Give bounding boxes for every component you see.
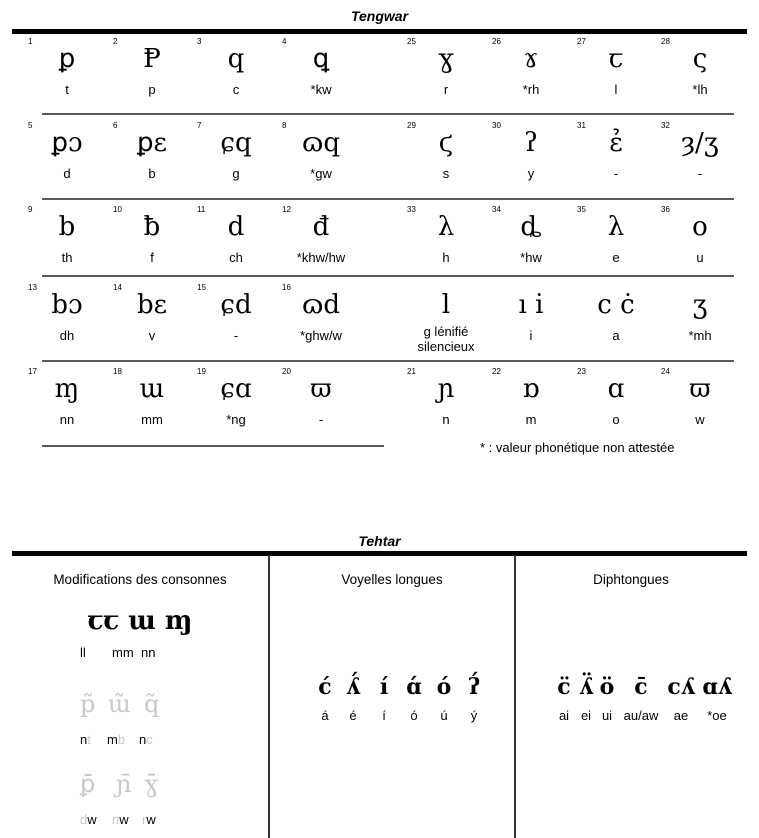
tengwa-glyph: ɕɑ: [220, 374, 252, 404]
tengwa-glyph: ȡ: [520, 212, 542, 242]
label-nn: nn: [141, 645, 156, 660]
long-vowel-label: é: [349, 708, 357, 723]
tengwa-glyph: o: [692, 212, 708, 242]
tengwar-title: Tengwar: [350, 8, 409, 24]
tengwa-glyph: ꝑ: [58, 44, 76, 74]
diphthong-label: ei: [580, 708, 592, 723]
tengwa-number: 9: [28, 205, 33, 214]
tengwa-cell: [489, 284, 573, 368]
long-vowel-glyph: ó: [436, 674, 452, 700]
label-dw-faint: d: [80, 812, 88, 827]
tengwa-number: 15: [197, 283, 206, 292]
diphthong-label: ai: [558, 708, 570, 723]
label-mb-strong: m: [107, 732, 118, 747]
label-mb: [107, 732, 125, 747]
tengwa-number: 35: [577, 205, 586, 214]
tengwa-number: 14: [113, 283, 122, 292]
footnote: * : valeur phonétique non attestée: [480, 440, 675, 455]
tengwa-glyph: ɤ: [523, 44, 539, 74]
label-rw-faint: r: [142, 812, 147, 827]
tengwa-value: d: [63, 166, 71, 181]
tengwa-value: c: [232, 82, 240, 97]
tengwa-glyph: ɑ: [607, 374, 625, 404]
diphthong-glyph: cʎ: [667, 674, 695, 700]
label-mb-faint: b: [117, 732, 126, 747]
label-nc-faint: c: [146, 732, 153, 747]
tengwa-glyph: ɛ̉: [609, 128, 623, 158]
diphthong-label: ui: [601, 708, 613, 723]
tengwa-value: f: [150, 250, 154, 265]
tengwa-number: 22: [492, 367, 501, 376]
glyph-nt: p̃: [80, 690, 96, 718]
tengwa-cell: [489, 206, 573, 290]
tengwa-value: *gw: [310, 166, 332, 181]
tengwa-cell: [279, 284, 363, 368]
column-divider: [514, 555, 516, 838]
tengwa-number: 25: [407, 37, 416, 46]
tengwa-cell: [489, 38, 573, 122]
tengwa-number: 3: [197, 37, 202, 46]
tengwa-cell: [574, 206, 658, 290]
tehtar-top-rule: [12, 551, 747, 556]
tengwa-glyph: ς: [692, 44, 708, 74]
tengwa-glyph: ꝗ: [312, 44, 330, 74]
tengwa-number: 16: [282, 283, 291, 292]
long-vowel-label: ú: [440, 708, 448, 723]
tengwa-cell: [110, 206, 194, 290]
tengwa-cell: [194, 368, 278, 452]
tengwa-value: *khw/hw: [296, 250, 346, 265]
tengwa-value: y: [527, 166, 535, 181]
tengwa-glyph: ɕd: [220, 290, 252, 320]
label-nc-strong: n: [139, 732, 147, 747]
row-divider: [42, 198, 734, 200]
tengwa-glyph: Ᵽ: [143, 44, 161, 74]
tengwa-cell: [110, 38, 194, 122]
tengwa-value: w: [695, 412, 705, 427]
glyph-nw: ɲ̄: [116, 770, 132, 798]
tengwa-cell: [25, 206, 109, 290]
label-nt-faint: t: [87, 732, 91, 747]
consonants-group1-glyphs: ꞇꞇ ɯ ɱ: [87, 606, 193, 636]
tengwa-cell: [279, 38, 363, 122]
long-vowels-heading: Voyelles longues: [341, 572, 443, 587]
tengwa-glyph: c ċ: [597, 290, 635, 320]
tengwa-value: e: [612, 250, 620, 265]
tengwa-glyph: ɯ: [139, 374, 165, 404]
tengwa-value: m: [525, 412, 537, 427]
label-ll: ll: [80, 645, 86, 660]
tengwa-cell: [404, 38, 488, 122]
tengwa-cell: [25, 368, 109, 452]
tengwa-value: nn: [59, 412, 75, 427]
tengwa-value: mm: [141, 412, 163, 427]
tehtar-title: Tehtar: [358, 533, 401, 549]
tengwa-number: 11: [197, 205, 206, 214]
tengwa-value: -: [318, 412, 324, 427]
tengwa-value: *kw: [310, 82, 332, 97]
tengwa-value: g: [232, 166, 240, 181]
tengwa-cell: [404, 368, 488, 452]
tengwa-number: 19: [197, 367, 206, 376]
tengwa-value: g lénifié silencieux: [417, 324, 475, 354]
tengwa-number: 7: [197, 121, 202, 130]
long-vowel-glyph: ʔ́: [467, 674, 481, 700]
label-nw: [112, 812, 129, 827]
tengwa-cell: [279, 368, 363, 452]
tengwa-glyph: ϖ: [689, 374, 711, 404]
tengwa-number: 1: [28, 37, 33, 46]
tengwa-number: 36: [661, 205, 670, 214]
tengwa-glyph: ʒ: [692, 290, 708, 320]
tengwa-glyph: d: [227, 212, 245, 242]
long-vowel-glyph: ɑ́: [406, 674, 422, 700]
tengwa-value: *ng: [226, 412, 246, 427]
tengwa-cell: [404, 122, 488, 206]
tengwa-value: o: [612, 412, 620, 427]
tengwa-value: *rh: [522, 82, 540, 97]
tengwa-value: v: [148, 328, 156, 343]
tengwa-cell: [25, 122, 109, 206]
glyph-rw: ɣ̄: [144, 770, 159, 798]
tengwa-value: *hw: [520, 250, 542, 265]
tengwa-cell: [194, 122, 278, 206]
tengwa-number: 21: [407, 367, 416, 376]
label-nc: [139, 732, 153, 747]
tengwa-number: 27: [577, 37, 586, 46]
diphthong-glyph: ö: [599, 674, 615, 700]
column-divider: [268, 555, 270, 838]
tengwa-value: b: [148, 166, 156, 181]
tengwa-value: -: [697, 166, 703, 181]
tengwa-cell: [574, 38, 658, 122]
tengwa-glyph: ꝑɔ: [51, 128, 83, 158]
long-vowel-label: ý: [470, 708, 478, 723]
glyph-dw: ꝑ̄: [80, 770, 96, 798]
tengwa-cell: [194, 206, 278, 290]
tengwa-value: n: [442, 412, 450, 427]
tengwa-glyph: ȝ/ʒ: [681, 128, 719, 158]
tengwa-cell: [25, 38, 109, 122]
tengwa-glyph: ꝑɛ: [137, 128, 167, 158]
tengwa-number: 28: [661, 37, 670, 46]
tengwa-number: 31: [577, 121, 586, 130]
tengwa-value: *lh: [692, 82, 708, 97]
tengwa-glyph: bɛ: [136, 290, 168, 320]
tengwa-value: h: [442, 250, 450, 265]
tengwa-glyph: λ: [437, 212, 455, 242]
tengwa-number: 12: [282, 205, 291, 214]
tengwa-glyph: ɷd: [302, 290, 340, 320]
tengwa-number: 2: [113, 37, 118, 46]
tengwa-value: s: [442, 166, 450, 181]
tengwa-number: 8: [282, 121, 287, 130]
tengwa-glyph: ϖ: [310, 374, 332, 404]
long-vowel-glyph: ʎ́: [346, 674, 360, 700]
label-nw-faint: n: [112, 812, 120, 827]
tengwa-cell: [110, 122, 194, 206]
tengwa-value: -: [233, 328, 239, 343]
tengwa-cell: [194, 38, 278, 122]
diphthong-glyph: c̄: [634, 674, 648, 700]
tengwa-glyph: ɱ: [54, 374, 80, 404]
tengwa-glyph: ɷq: [302, 128, 340, 158]
tengwa-cell: [658, 122, 742, 206]
tengwa-glyph: ꞇ: [608, 44, 624, 74]
row-divider: [42, 445, 384, 447]
tengwa-cell: [404, 284, 488, 368]
tengwa-cell: [279, 122, 363, 206]
long-vowel-label: á: [321, 708, 329, 723]
tengwa-cell: [194, 284, 278, 368]
tengwa-number: 33: [407, 205, 416, 214]
tengwa-number: 32: [661, 121, 670, 130]
tengwa-glyph: ı ı̇: [518, 290, 544, 320]
tengwar-top-rule: [12, 29, 747, 34]
row-divider: [42, 275, 734, 277]
consonants-group2: [78, 690, 198, 750]
long-vowel-glyph: í: [379, 674, 389, 700]
long-vowel-label: ó: [410, 708, 418, 723]
tengwa-number: 6: [113, 121, 118, 130]
tengwa-value: dh: [59, 328, 75, 343]
tengwa-value: a: [612, 328, 620, 343]
tengwa-glyph: đ: [312, 212, 330, 242]
tengwa-glyph: ʔ: [524, 128, 538, 158]
tengwa-cell: [279, 206, 363, 290]
tengwa-number: 4: [282, 37, 287, 46]
tengwa-value: -: [613, 166, 619, 181]
tengwa-glyph: λ: [607, 212, 625, 242]
tengwa-cell: [574, 284, 658, 368]
label-nt-strong: n: [80, 732, 88, 747]
tengwa-cell: [489, 122, 573, 206]
label-dw-strong: w: [87, 812, 97, 827]
diphthongs-heading: Diphtongues: [593, 572, 669, 587]
tengwa-number: 23: [577, 367, 586, 376]
tengwa-value: *ghw/w: [300, 328, 342, 343]
tengwa-number: 26: [492, 37, 501, 46]
tengwa-number: 24: [661, 367, 670, 376]
label-nt: [80, 732, 91, 747]
tengwa-number: 18: [113, 367, 122, 376]
tengwa-value: th: [61, 250, 73, 265]
tengwa-cell: [658, 206, 742, 290]
label-mm: mm: [112, 645, 134, 660]
tengwa-cell: [658, 38, 742, 122]
tengwa-glyph: l: [441, 290, 451, 320]
row-divider: [42, 113, 734, 115]
tengwa-glyph: b: [58, 212, 76, 242]
label-nw-strong: w: [119, 812, 129, 827]
glyph-nc: q̃: [144, 690, 160, 718]
tengwa-value: *mh: [688, 328, 712, 343]
consonants-group3: [78, 770, 198, 830]
tengwa-glyph: q: [227, 44, 245, 74]
diphthong-glyph: ʎ̈: [579, 674, 593, 700]
tengwa-number: 30: [492, 121, 501, 130]
tengwa-cell: [110, 284, 194, 368]
tengwa-cell: [658, 284, 742, 368]
tengwa-cell: [574, 122, 658, 206]
tengwa-cell: [110, 368, 194, 452]
diphthong-label: au/aw: [623, 708, 659, 723]
tengwa-cell: [404, 206, 488, 290]
tengwa-glyph: ɕq: [220, 128, 252, 158]
long-vowel-label: í: [382, 708, 386, 723]
tengwa-glyph: ɣ: [438, 44, 454, 74]
label-dw: [80, 812, 97, 827]
tengwa-glyph: ϛ: [438, 128, 454, 158]
tengwa-value: i: [529, 328, 533, 343]
label-rw: [142, 812, 156, 827]
tengwa-value: p: [148, 82, 156, 97]
tengwa-glyph: ɲ: [437, 374, 455, 404]
label-rw-strong: w: [146, 812, 156, 827]
tengwa-value: t: [65, 82, 69, 97]
tengwa-number: 34: [492, 205, 501, 214]
long-vowel-glyph: ć: [318, 674, 332, 700]
tengwa-number: 17: [28, 367, 37, 376]
diphthong-glyph: ɑʎ: [702, 674, 732, 700]
diphthong-label: *oe: [707, 708, 727, 723]
diphthong-label: ae: [673, 708, 689, 723]
glyph-mb: ɯ̃: [108, 690, 131, 718]
tengwa-value: ch: [229, 250, 243, 265]
tengwa-value: u: [696, 250, 704, 265]
tengwa-value: l: [614, 82, 618, 97]
row-divider: [42, 360, 734, 362]
tengwa-glyph: ƀ: [143, 212, 161, 242]
tengwa-value: r: [443, 82, 449, 97]
tengwa-number: 29: [407, 121, 416, 130]
tengwa-glyph: ɒ: [522, 374, 540, 404]
tengwa-number: 20: [282, 367, 291, 376]
tengwa-number: 13: [28, 283, 37, 292]
tengwa-number: 5: [28, 121, 33, 130]
tengwa-cell: [25, 284, 109, 368]
tengwa-glyph: bɔ: [51, 290, 83, 320]
tengwa-number: 10: [113, 205, 122, 214]
consonants-heading: Modifications des consonnes: [53, 572, 227, 587]
diphthong-glyph: c̈: [557, 674, 571, 700]
